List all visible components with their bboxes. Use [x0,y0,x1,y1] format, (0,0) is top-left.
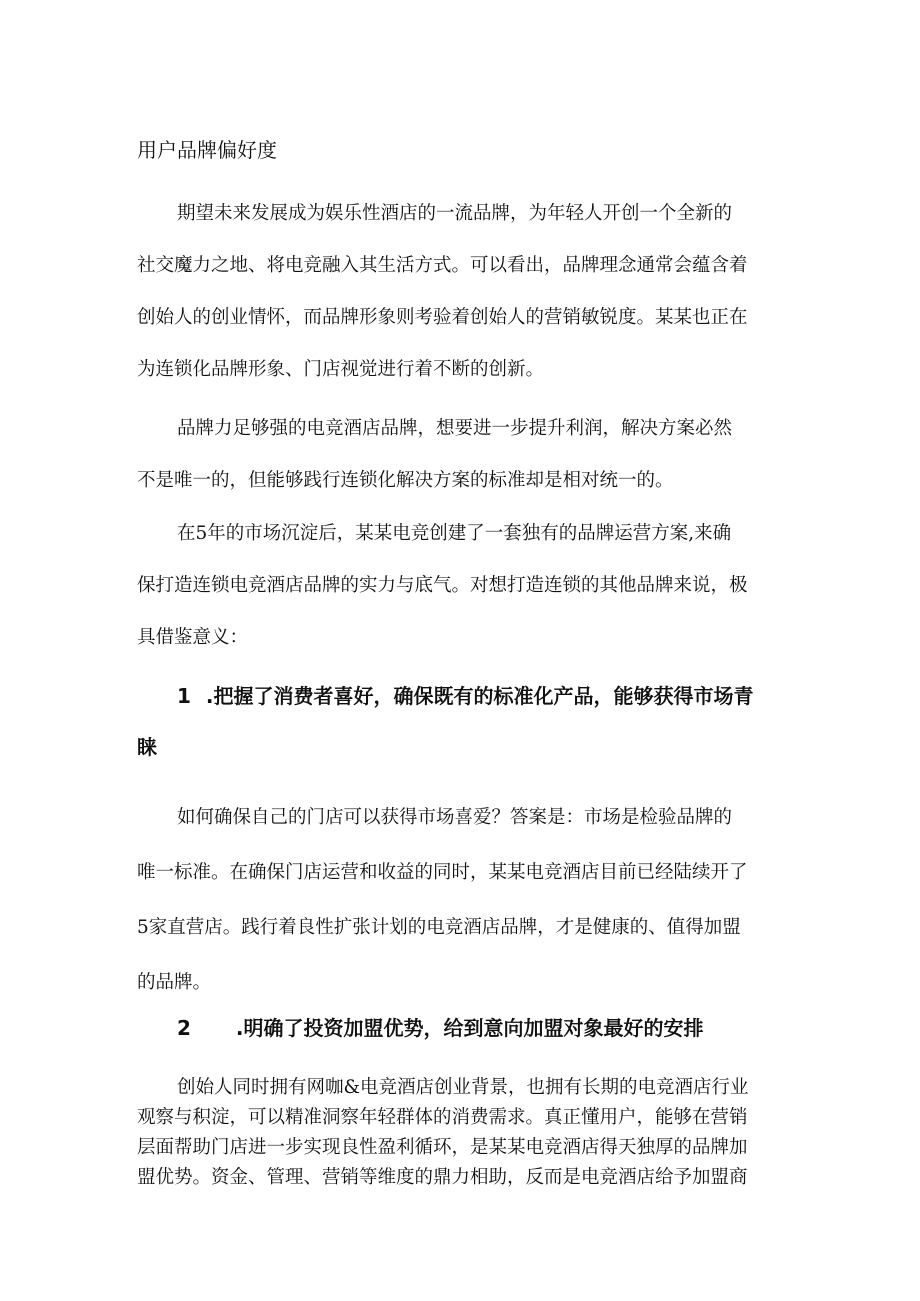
paragraph-line: 创始人同时拥有网咖&电竞酒店创业背景，也拥有长期的电竞酒店行业 [177,1077,749,1098]
paragraph-vision [137,188,797,396]
paragraph-line: 品牌力足够强的电竞酒店品牌，想要进一步提升利润，解决方案必然 [177,418,733,439]
paragraph-line: 保打造连锁电竞酒店品牌的实力与底气。对想打造连锁的其他品牌来说，极 [137,575,748,596]
paragraph-line: 在5年的市场沉淀后，某某电竞创建了一套独有的品牌运营方案,来确 [177,523,732,544]
section-heading: 用户品牌偏好度 [137,138,277,162]
paragraph-line: 具借鉴意义： [137,627,249,648]
paragraph-line: 5家直营店。践行着良性扩张计划的电竞酒店品牌，才是健康的、值得加盟 [137,917,741,938]
paragraph-brand-power [137,403,797,507]
subheading-1-continued: 睐 [137,735,157,759]
subheading-2 [177,1012,704,1044]
subheading-1 [177,680,754,712]
paragraph-advantages [137,1073,797,1193]
paragraph-line: 为连锁化品牌形象、门店视觉进行着不断的创新。 [137,359,545,380]
paragraph-line: 如何确保自己的门店可以获得市场喜爱？答案是：市场是检验品牌的 [177,807,733,828]
paragraph-line: 观察与积淀，可以精准洞察年轻群体的消费需求。真正懂用户，能够在营销 [137,1107,748,1128]
subheading-number: 1 [177,684,191,708]
paragraph-line: 期望未来发展成为娱乐性酒店的一流品牌，为年轻人开创一个全新的 [177,203,733,224]
paragraph-line: 盟优势。资金、管理、营销等维度的鼎力相助，反而是电竞酒店给予加盟商 [137,1167,748,1188]
subheading-number: 2 [177,1016,191,1040]
paragraph-line: 社交魔力之地、将电竞融入其生活方式。可以看出，品牌理念通常会蕴含着 [137,255,748,276]
paragraph-line: 创始人的创业情怀，而品牌形象则考验着创始人的营销敏锐度。某某也正在 [137,307,748,328]
paragraph-line: 的品牌。 [137,972,212,993]
subheading-title: .明确了投资加盟优势，给到意向加盟对象最好的安排 [235,1016,704,1040]
paragraph-line: 层面帮助门店进一步实现良性盈利循环，是某某电竞酒店得天独厚的品牌加 [137,1137,748,1158]
paragraph-market [137,790,797,1010]
subheading-title: .把握了消费者喜好，确保既有的标准化产品，能够获得市场青 [205,684,754,708]
paragraph-line: 不是唯一的，但能够践行连锁化解决方案的标准却是相对统一的。 [137,470,674,491]
paragraph-operation-plan [137,508,797,664]
paragraph-line: 唯一标准。在确保门店运营和收益的同时，某某电竞酒店目前已经陆续开了 [137,862,748,883]
